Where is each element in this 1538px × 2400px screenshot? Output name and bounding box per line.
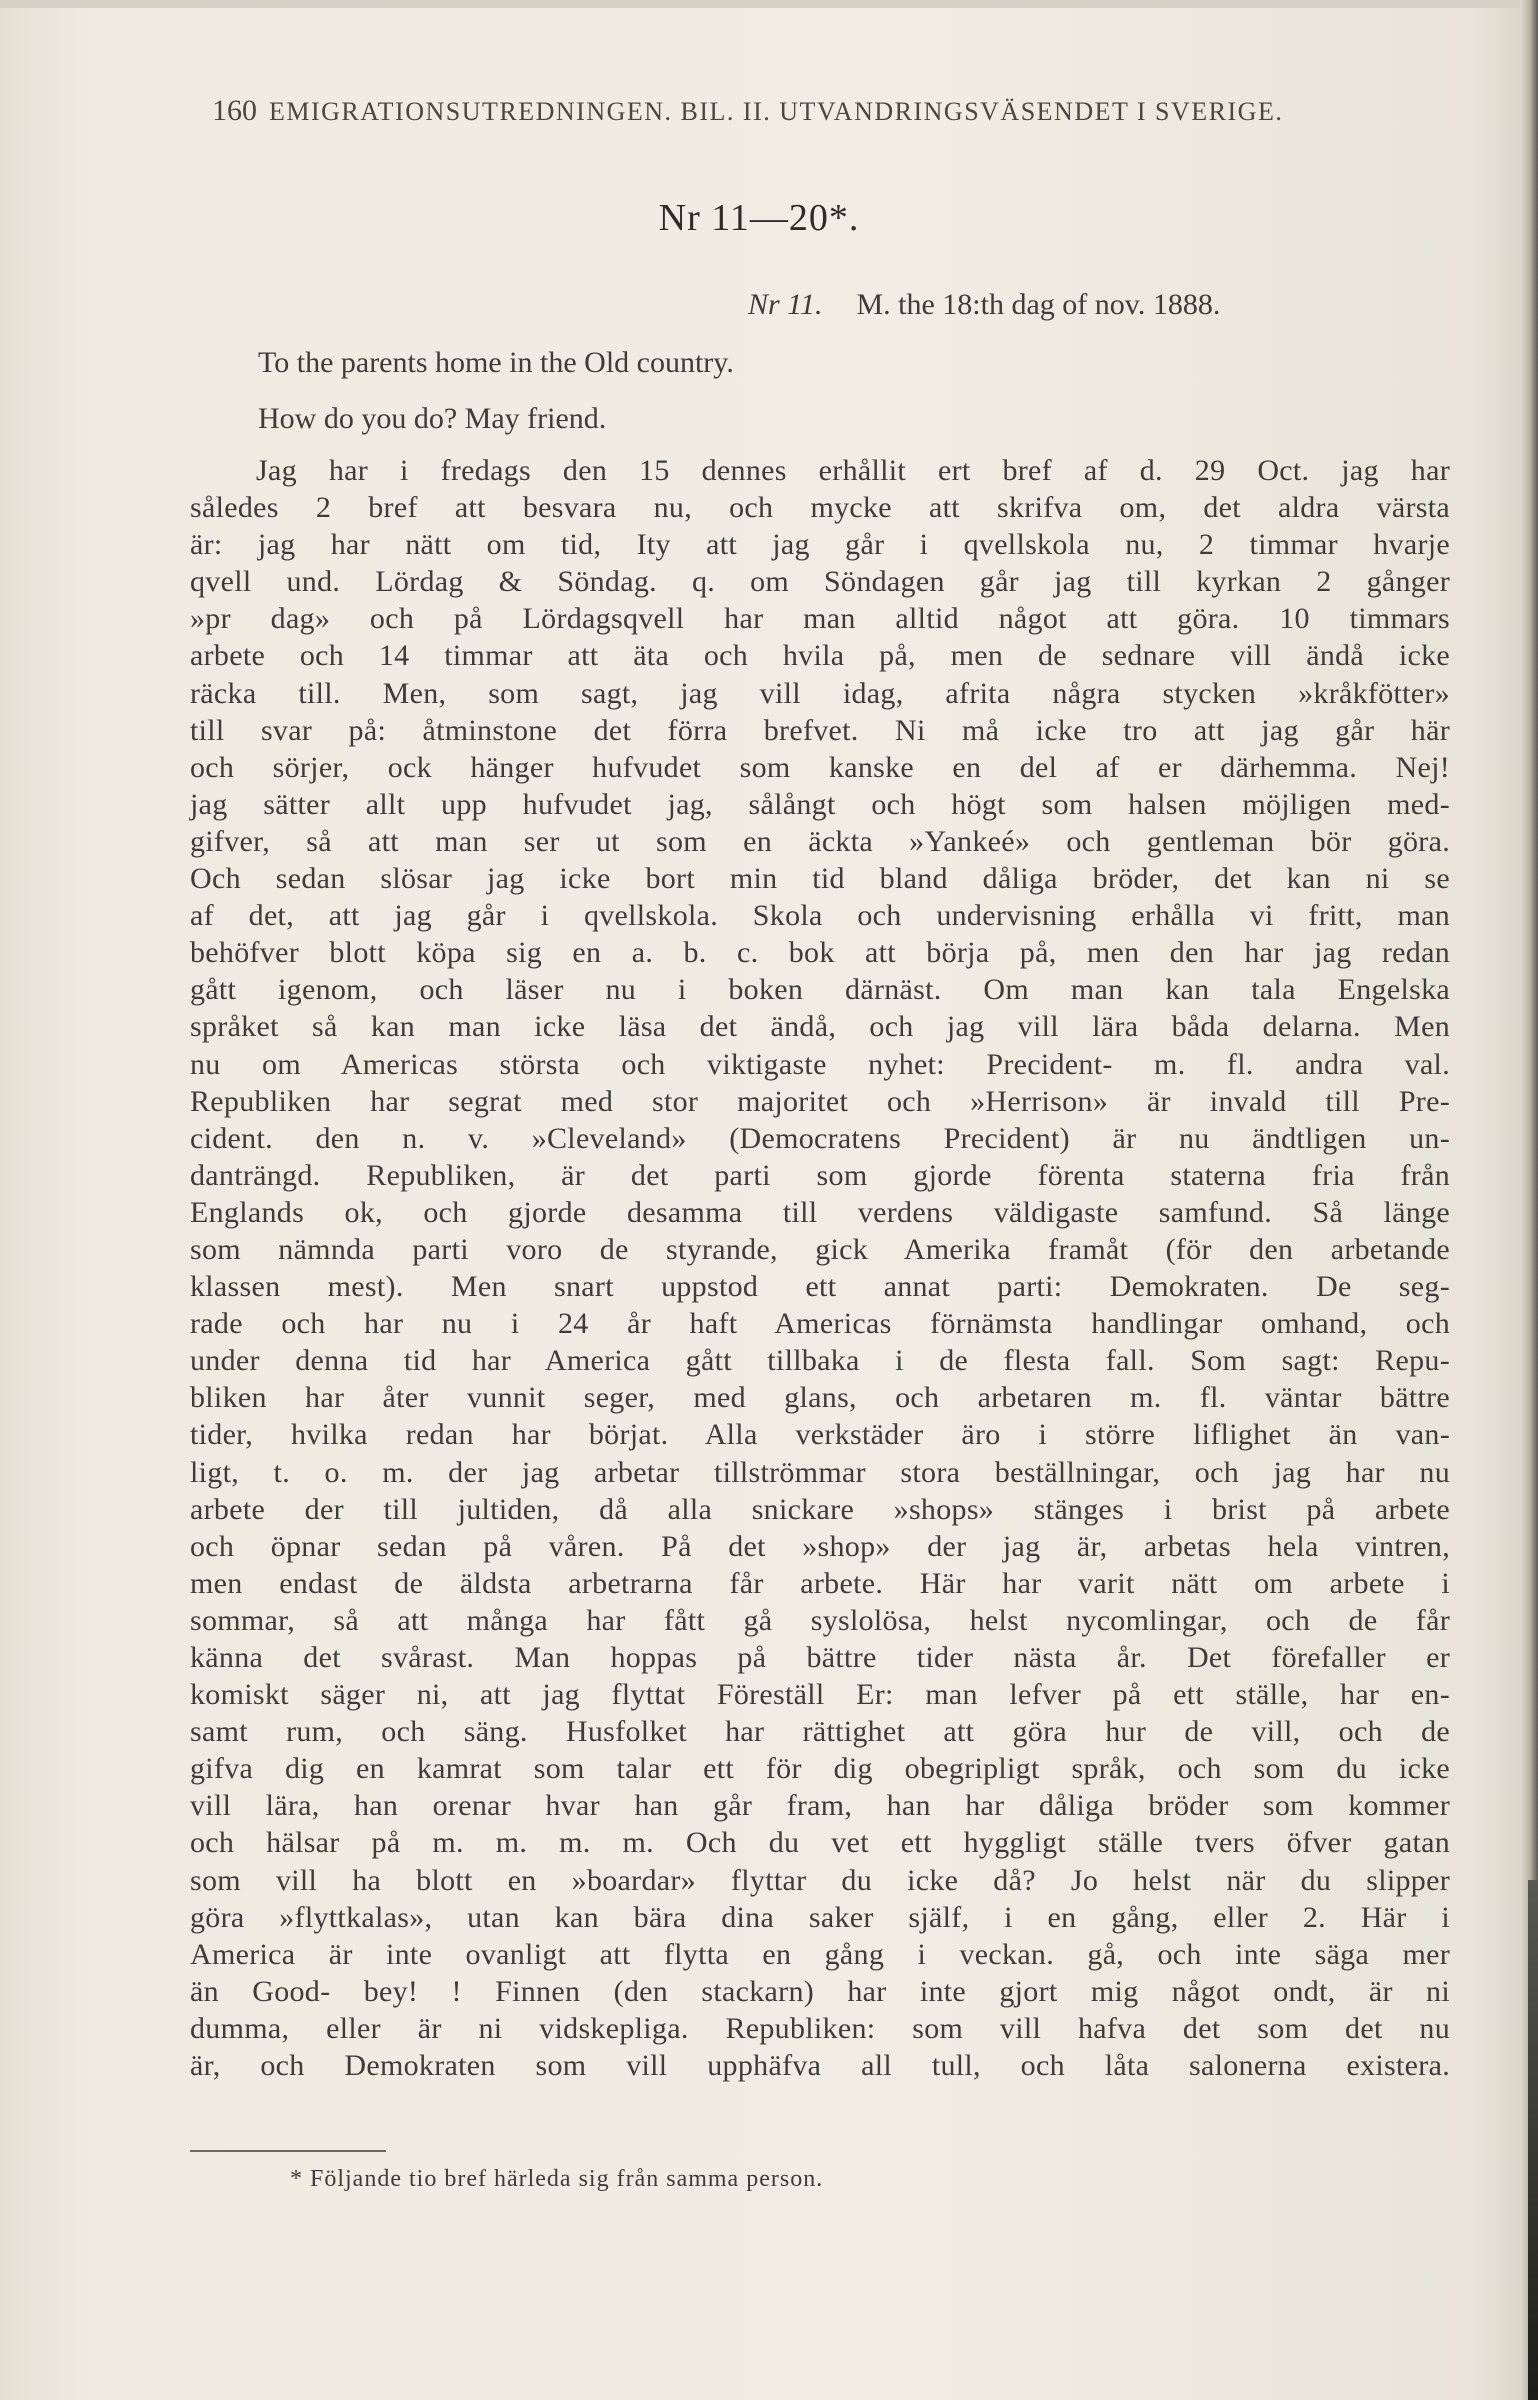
letter-body <box>190 452 1450 2084</box>
body-line: känna det svårast. Man hoppas på bättre tider nästa år. Det förefaller er <box>190 1641 1450 1674</box>
page-number: 160 <box>212 94 257 127</box>
body-line: behöfver blott köpa sig en a. b. c. bok att börja på, men den har jag redan <box>190 936 1450 970</box>
running-header <box>212 94 1452 128</box>
body-line: är, och Demokraten som vill upphäfva all tull, och låta salonerna existera. <box>190 2049 1450 2083</box>
section-title-text: Nr 11—20*. <box>658 197 860 239</box>
body-line: America är inte ovanligt att flytta en gång i veckan. gå, och inte säga mer <box>190 1937 1450 1971</box>
body-line: är: jag har nätt om tid, Ity att jag går i qvellskola nu, 2 timmar hvarje <box>190 528 1450 562</box>
body-line: danträngd. Republiken, är det parti som gjorde förenta staterna fria från <box>190 1158 1450 1192</box>
body-line: dumma, eller är ni vidskepliga. Republiken: som vill hafva det som det nu <box>190 2011 1450 2045</box>
body-line: sommar, så att många har fått gå syslolösa, helst nycomlingar, och de får <box>190 1603 1450 1637</box>
body-line: samt rum, och säng. Husfolket har rättighet att göra hur de vill, och de <box>190 1715 1450 1749</box>
body-line: Jag har i fredags den 15 dennes erhållit ert bref af d. 29 Oct. jag har <box>256 454 1450 487</box>
letter-greeting: How do you do? May friend. <box>258 402 607 435</box>
body-line: ligt, t. o. m. der jag arbetar tillströmmar stora beställningar, och jag har nu <box>190 1455 1450 1489</box>
body-line: som nämnda parti voro de styrande, gick Amerika framåt (för den arbetande <box>190 1232 1450 1266</box>
letter-dateline: M. the 18:th dag of nov. 1888. <box>856 288 1221 321</box>
body-line: språket så kan man icke läsa det ändå, och jag vill lära båda delarna. Men <box>190 1010 1450 1044</box>
body-line: cident. den n. v. »Cleveland» (Democratens Precident) är nu ändtligen un- <box>190 1121 1450 1155</box>
section-title <box>0 196 1538 240</box>
letter-salutation: To the parents home in the Old country. <box>258 346 734 379</box>
body-line: Republiken har segrat med stor majoritet och »Herrison» är invald till Pre- <box>190 1084 1450 1118</box>
body-line: gått igenom, och läser nu i boken därnäst. Om man kan tala Engelska <box>190 973 1450 1007</box>
body-line: och öpnar sedan på våren. På det »shop» der jag är, arbetas hela vintren, <box>190 1529 1450 1563</box>
body-line: Englands ok, och gjorde desamma till verdens väldigaste samfund. Så länge <box>190 1195 1450 1229</box>
body-line: Och sedan slösar jag icke bort min tid bland dåliga bröder, det kan ni se <box>190 862 1450 896</box>
body-line: af det, att jag går i qvellskola. Skola och undervisning erhålla vi fritt, man <box>190 899 1450 933</box>
body-line: som vill ha blott en »boardar» flyttar du icke då? Jo helst när du slipper <box>190 1863 1450 1897</box>
footnote-rule <box>190 2150 386 2152</box>
body-line: till svar på: åtminstone det förra brefvet. Ni må icke tro att jag går här <box>190 713 1450 747</box>
body-line: men endast de äldsta arbetrarna får arbete. Här har varit nätt om arbete i <box>190 1566 1450 1600</box>
body-line: än Good- bey! ! Finnen (den stackarn) har inte gjort mig något ondt, är ni <box>190 1974 1450 2008</box>
body-line: nu om Americas största och viktigaste nyhet: Precident- m. fl. andra val. <box>190 1047 1450 1081</box>
body-line: jag sätter allt upp hufvudet jag, sålångt och högt som halsen möjligen med- <box>190 787 1450 821</box>
body-line: arbete och 14 timmar att äta och hvila på, men de sednare vill ändå icke <box>190 639 1450 673</box>
page-binding-shadow <box>1528 1880 1538 2400</box>
body-line: arbete der till jultiden, då alla snickare »shops» stänges i brist på arbete <box>190 1492 1450 1526</box>
body-line: rade och har nu i 24 år haft Americas förnämsta handlingar omhand, och <box>190 1307 1450 1341</box>
body-line: vill lära, han orenar hvar han går fram, han har dåliga bröder som kommer <box>190 1789 1450 1823</box>
body-line: räcka till. Men, som sagt, jag vill idag, afrita några stycken »kråkfötter» <box>190 676 1450 710</box>
body-line: gifver, så att man ser ut som en äckta »Yankeé» och gentleman bör göra. <box>190 824 1450 858</box>
running-title: EMIGRATIONSUTREDNINGEN. BIL. II. UTVANDRINGSVÄSENDET I SVERIGE. <box>269 97 1284 126</box>
body-line: qvell und. Lördag & Söndag. q. om Söndagen går jag till kyrkan 2 gånger <box>190 565 1450 599</box>
body-line: tider, hvilka redan har börjat. Alla verkstäder äro i större liflighet än van- <box>190 1418 1450 1452</box>
body-line: komiskt säger ni, att jag flyttat Föreställ Er: man lefver på ett ställe, har en- <box>190 1678 1450 1712</box>
letter-number: Nr 11. <box>748 288 823 321</box>
body-line: således 2 bref att besvara nu, och mycke att skrifva om, det aldra värsta <box>190 491 1450 525</box>
body-line: under denna tid har America gått tillbaka i de flesta fall. Som sagt: Repu- <box>190 1344 1450 1378</box>
body-line: och hälsar på m. m. m. m. Och du vet ett hyggligt ställe tvers öfver gatan <box>190 1826 1450 1860</box>
body-line: klassen mest). Men snart uppstod ett annat parti: Demokraten. De seg- <box>190 1270 1450 1304</box>
body-line: »pr dag» och på Lördagsqvell har man alltid något att göra. 10 timmars <box>190 602 1450 636</box>
body-line: gifva dig en kamrat som talar ett för dig obegripligt språk, och som du icke <box>190 1752 1450 1786</box>
body-line: och sörjer, ock hänger hufvudet som kanske en del af er därhemma. Nej! <box>190 750 1450 784</box>
footnote: * Följande tio bref härleda sig från samma person. <box>290 2166 824 2192</box>
body-line: bliken har åter vunnit seger, med glans, och arbetaren m. fl. väntar bättre <box>190 1381 1450 1415</box>
letter-heading <box>748 288 1220 322</box>
page-top-edge <box>0 0 1538 8</box>
body-line: göra »flyttkalas», utan kan bära dina saker själf, i en gång, eller 2. Här i <box>190 1900 1450 1934</box>
